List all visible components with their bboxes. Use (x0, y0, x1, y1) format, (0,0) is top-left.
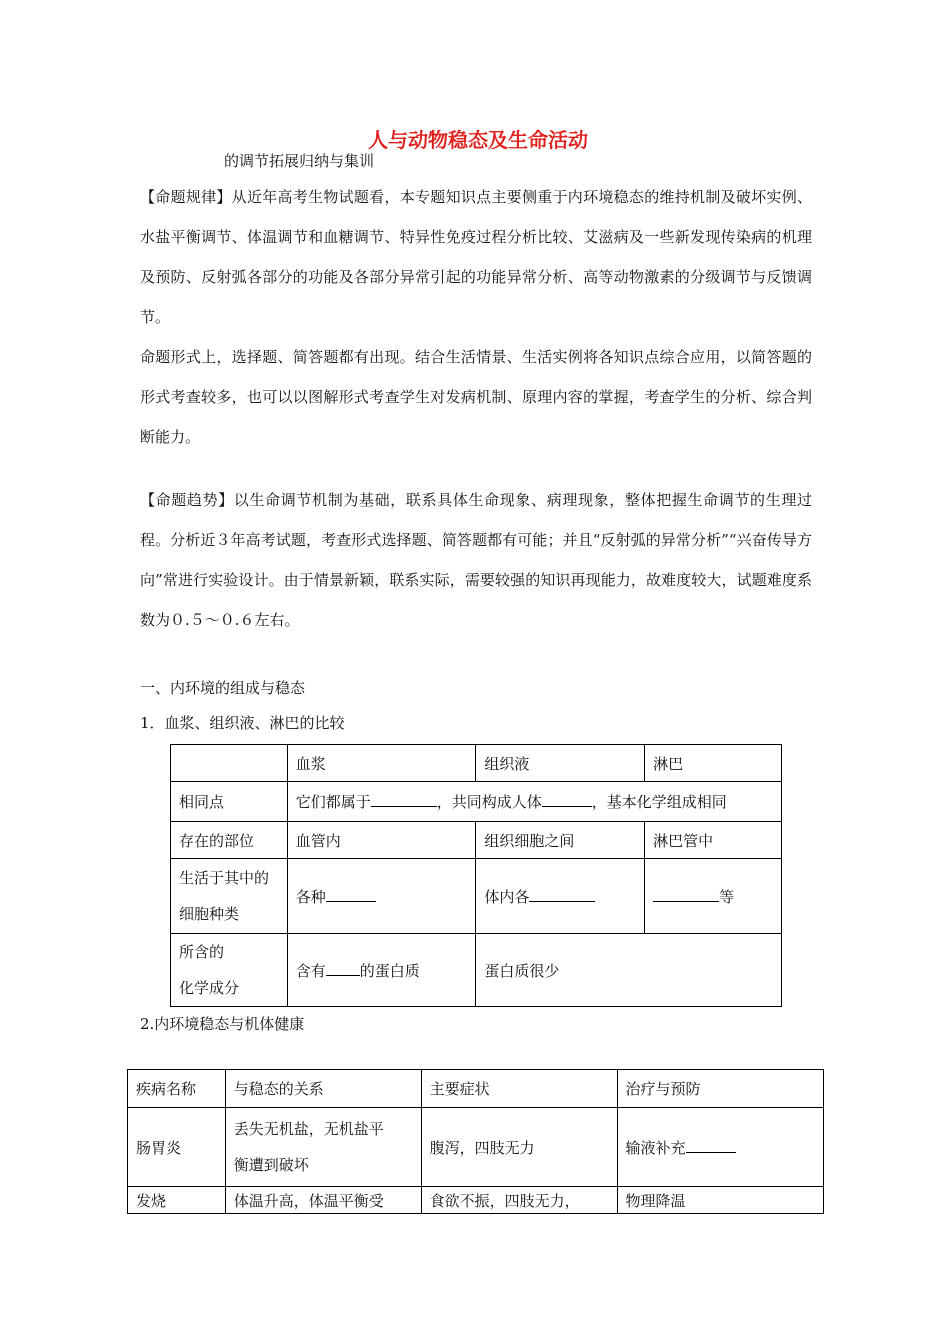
answer-blank (529, 886, 595, 902)
law-paragraph-2: 命题形式上，选择题、简答题都有出现。结合生活情景、生活实例将各知识点综合应用，以简答题的形式考查较多，也可以以图解形式考查学生对发病机制、原理内容的掌握，考查学生的分析、综合判断能力。 (140, 348, 812, 446)
cell-text: 含有 (295, 961, 326, 980)
table-cell: 腹泻，四肢无力 (421, 1108, 617, 1187)
trend-label: 【命题趋势】 (140, 491, 234, 509)
table-cell: 体温升高，体温平衡受 (225, 1187, 421, 1214)
table-header-cell: 疾病名称 (128, 1070, 226, 1108)
table-row (128, 1070, 824, 1108)
answer-blank (686, 1137, 736, 1153)
disease-name: 发烧 (128, 1187, 226, 1214)
answer-blank (542, 791, 592, 807)
row-label (171, 934, 288, 1007)
table-row (171, 745, 782, 782)
table-row (128, 1108, 824, 1187)
table-cell (287, 782, 781, 822)
label-line: 细胞种类 (179, 905, 240, 923)
table-header-cell: 血浆 (287, 745, 476, 782)
table-row (171, 822, 782, 859)
answer-blank (326, 886, 376, 902)
table-row (171, 859, 782, 934)
law-paragraph (140, 177, 812, 337)
table-cell: 组织细胞之间 (476, 822, 645, 859)
table-cell (225, 1108, 421, 1187)
cell-text: 它们都属于 (295, 793, 371, 811)
table-header-cell: 治疗与预防 (617, 1070, 823, 1108)
row-label: 存在的部位 (171, 822, 288, 859)
answer-blank (326, 960, 360, 976)
disease-name: 肠胃炎 (128, 1108, 226, 1187)
table-cell (617, 1108, 823, 1187)
table-header-cell: 组织液 (476, 745, 645, 782)
label-line: 所含的 (179, 943, 225, 961)
table-header-cell: 主要症状 (421, 1070, 617, 1108)
label-line: 生活于其中的 (179, 869, 270, 887)
table-header-cell (171, 745, 288, 782)
table-cell (287, 859, 476, 934)
cell-line: 衡遭到破坏 (233, 1156, 309, 1174)
table-row (171, 782, 782, 822)
cell-text: 输液补充 (625, 1138, 686, 1157)
table-header-cell: 与稳态的关系 (225, 1070, 421, 1108)
subsection-heading-2: 2.内环境稳态与机体健康 (140, 1015, 305, 1033)
cell-text: ，基本化学组成相同 (591, 793, 727, 811)
label-line: 化学成分 (179, 979, 240, 997)
answer-blank (653, 886, 719, 902)
cell-text: 等 (719, 887, 735, 906)
cell-text: 的蛋白质 (359, 961, 420, 980)
answer-blank (371, 791, 437, 807)
table-cell (645, 859, 782, 934)
table-cell (287, 934, 476, 1007)
law-text-1: 从近年高考生物试题看，本专题知识点主要侧重于内环境稳态的维持机制及破坏实例、水盐平衡调节、体温调节和血糖调节、特异性免疫过程分析比较、艾滋病及一些新发现传染病的机理及预防、反射弧各部分的功能及各部分异常引起的功能异常分析、高等动物激素的分级调节与反馈调节。 (140, 188, 812, 326)
table-cell: 血管内 (287, 822, 476, 859)
cell-line: 丢失无机盐，无机盐平 (233, 1120, 384, 1138)
row-label: 相同点 (171, 782, 288, 822)
cell-text: ，共同构成人体 (436, 793, 542, 811)
cell-text: 体内各 (484, 887, 530, 906)
table-row (171, 934, 782, 1007)
row-label (171, 859, 288, 934)
table-header-cell: 淋巴 (645, 745, 782, 782)
section-heading-1: 一、内环境的组成与稳态 (140, 679, 306, 697)
comparison-table (170, 744, 782, 1007)
subsection-heading-1: 1．血浆、组织液、淋巴的比较 (140, 714, 345, 732)
table-cell: 蛋白质很少 (476, 934, 782, 1007)
table-cell: 食欲不振，四肢无力， (421, 1187, 617, 1214)
table-cell: 淋巴管中 (645, 822, 782, 859)
health-table (127, 1069, 824, 1214)
law-label: 【命题规律】 (140, 188, 232, 206)
page-title: 人与动物稳态及生命活动 (368, 128, 588, 152)
cell-text: 各种 (295, 887, 326, 906)
page-subtitle: 的调节拓展归纳与集训 (224, 152, 375, 170)
trend-paragraph (140, 480, 812, 640)
table-row (128, 1187, 824, 1214)
table-cell: 物理降温 (617, 1187, 823, 1214)
table-cell (476, 859, 645, 934)
trend-text: 以生命调节机制为基础，联系具体生命现象、病理现象，整体把握生命调节的生理过程。分析近３年高考试题，考查形式选择题、简答题都有可能；并且“反射弧的异常分析”“兴奋传导方向”常进行实验设计。由于情景新颖，联系实际，需要较强的知识再现能力，故难度较大，试题难度系数为０.５～０.６左右。 (140, 491, 812, 629)
